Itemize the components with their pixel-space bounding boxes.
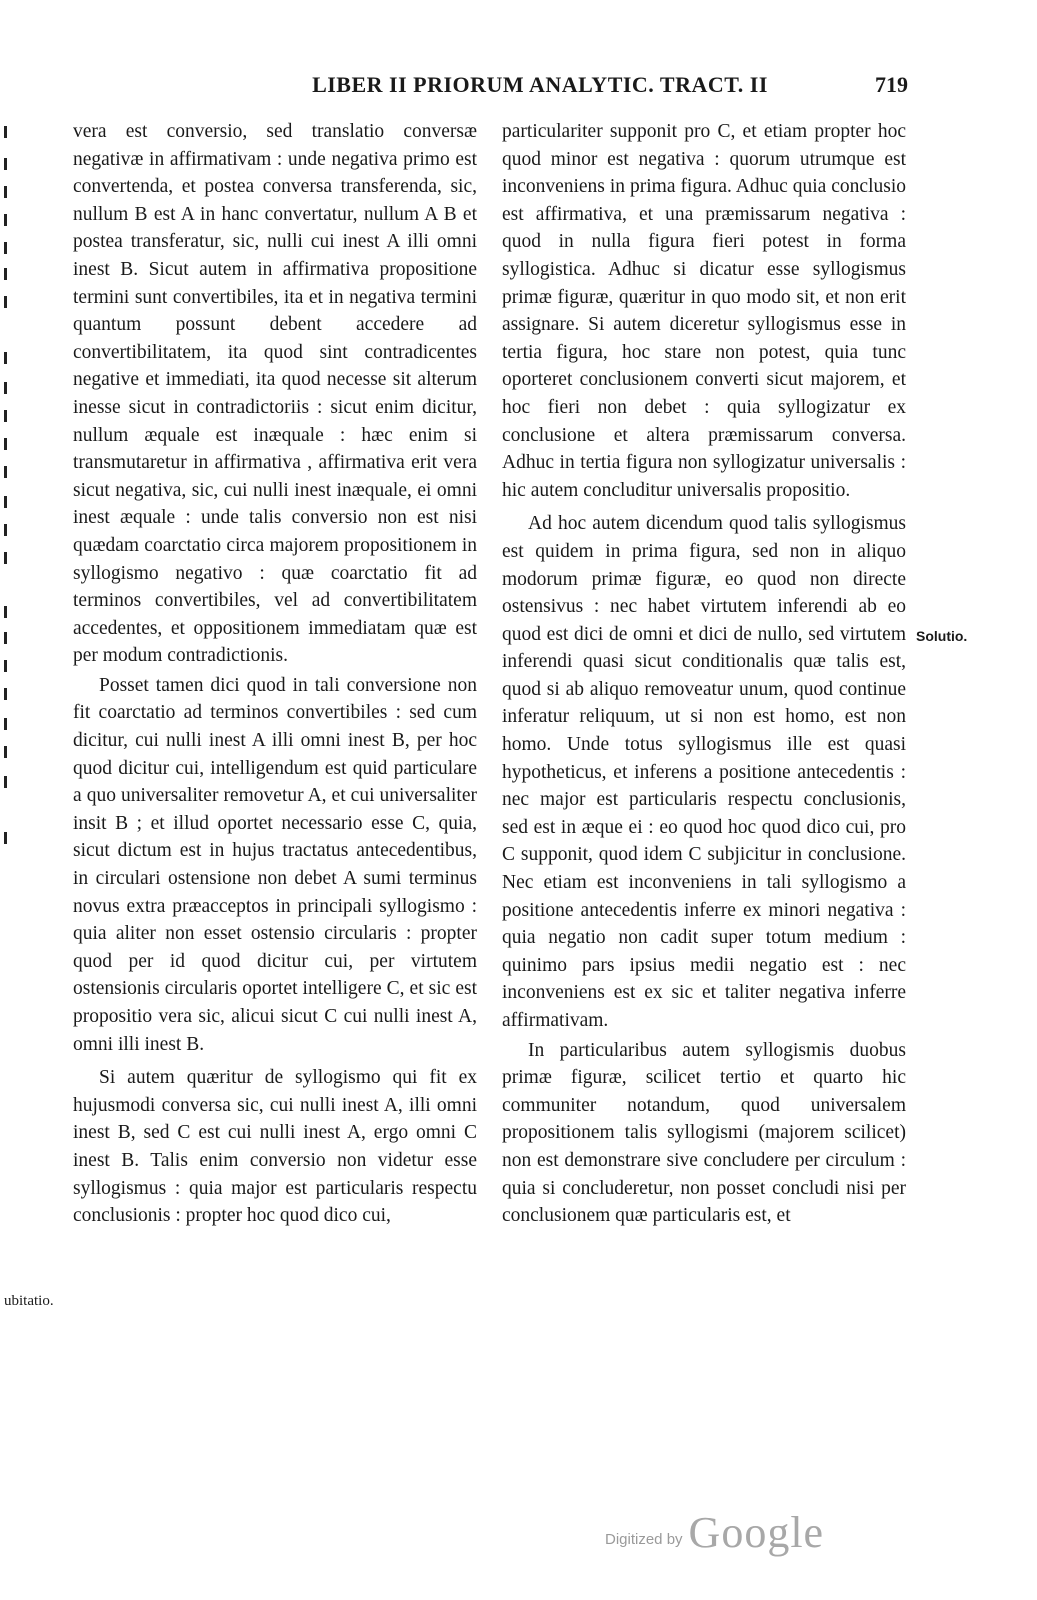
running-title: LIBER II PRIORUM ANALYTIC. TRACT. II: [312, 72, 768, 97]
margin-note-solutio: Solutio.: [916, 628, 968, 644]
left-column: [73, 118, 477, 1230]
binding-edge-marks: [0, 120, 12, 880]
paragraph: particulariter supponit pro C, et etiam propter hoc quod minor est negativa : quorum utrumque est inconveniens in prima figura. Adhuc quia conclusio est affirmativa, et una præmissarum negativa : quod in nulla figura fieri potest in forma syllogistica. Adhuc si dicatur esse syllogismus primæ figuræ, quæritur in quo modo sit, et non erit assignare. Si autem diceretur syllogismus esse in tertia figura, hoc stare non potest, quia tunc oporteret conclusionem converti sicut majorem, et hoc fieri non debet : quia syllogizatur ex conclusione et altera præmissarum conversa. Adhuc in tertia figura non syllogizatur universalis : hic autem concluditur universalis propositio.: [502, 121, 906, 501]
paragraph: vera est conversio, sed translatio conversæ negativæ in affirmativam : unde negativa primo est convertenda, et postea conversa transferenda, sic, nullum B est A in hanc convertatur, nullum A B et postea transferatur, sic, nulli cui inest A illi omni inest B. Sicut autem in affirmativa propositione termini sunt convertibiles, ita et in negativa termini quantum possunt debent accedere ad convertibilitatem, ita quod sint contradicentes negative et immediati, ita quod necesse sit alterum inesse sicut in contradictoriis : sicut enim dicitur, nullum æquale est inæquale : hæc enim si transmutaretur in affirmativa , affirmativa erit vera sicut negativa, sic, cui nulli inest inæquale, ei omni inest æquale : unde talis conversio non est nisi quædam coarctatio circa majorem propositionem in syllogismo negativo : quæ coarctatio fit ad terminos convertibiles, vel ad convertibilitatem accedentes, et oppositionem immediatam quæ est per modum contradictionis.: [73, 121, 477, 667]
right-column: [502, 118, 906, 1230]
digitized-by-label: Digitized by: [605, 1531, 683, 1548]
paragraph: Ad hoc autem dicendum quod talis syllogismus est quidem in prima figura, sed non in aliquo modorum primæ figuræ, eo quod non directe ostensivus : nec habet virtutem inferendi ab eo quod est dici de omni et dici de nullo, sed virtutem inferendi quasi sicut conditionalis quæ talis est, quod si ab aliquo removeatur unum, quod continue inferatur reliquum, ut si non est homo, est non homo. Unde totus syllogismus ille est quasi hypotheticus, et inferens a positione antecedentis : nec major est particularis respectu conclusionis, sed est in æque ei : eo quod hoc quod dico cui, pro C supponit, quod idem C subjicitur in conclusione. Nec etiam est inconveniens in tali syllogismo a positione antecedentis inferre ex minori negativa : quia negatio non cadit super totum medium : quinimo pars ipsius medii negatio est : nec inconveniens est ex sic et taliter negativa inferre affirmativam.: [502, 513, 906, 1031]
paragraph: Posset tamen dici quod in tali conversione non fit coarctatio ad terminos convertibiles : sed cum dicitur, cui nulli inest A illi omni inest B, per hoc quod dicitur cui, intelligendum est quid particulare a quo universaliter removetur A, et cui universaliter insit B ; et illud oportet necessario esse C, quia, sicut dictum est in hujus tractatus antecedentibus, in circulari ostensione non debet A sumi terminus novus extra præacceptos in principali syllogismo : quia aliter non esset ostensio circularis : propter quod per id quod dicitur cui, per virtutem ostensionis circularis oportet intelligere C, et sic est propositio vera sic, alicui sicut C cui nulli inest A, omni illi inest B.: [73, 674, 477, 1055]
margin-note-dubitatio: ubitatio.: [4, 1293, 54, 1309]
paragraph: Si autem quæritur de syllogismo qui fit ex hujusmodi conversa sic, cui nulli inest A, illi omni inest B, sed C est cui nulli inest A, ergo omni C inest B. Talis enim conversio non videtur esse syllogismus : quia major est particularis respectu conclusionis : propter hoc quod dico cui,: [73, 1067, 477, 1227]
page-number: 719: [875, 72, 908, 97]
digitization-watermark: [605, 1498, 835, 1558]
paragraph: In particularibus autem syllogismis duobus primæ figuræ, scilicet tertio et quarto hic communiter notandum, quod universalem propositionem talis syllogismi (majorem scilicet) non est demonstrare sive concludere per circulum : quia si concluderetur, non posset concludi nisi per conclusionem quæ particularis est, et: [502, 1039, 906, 1227]
google-logo: Google: [688, 1508, 825, 1557]
